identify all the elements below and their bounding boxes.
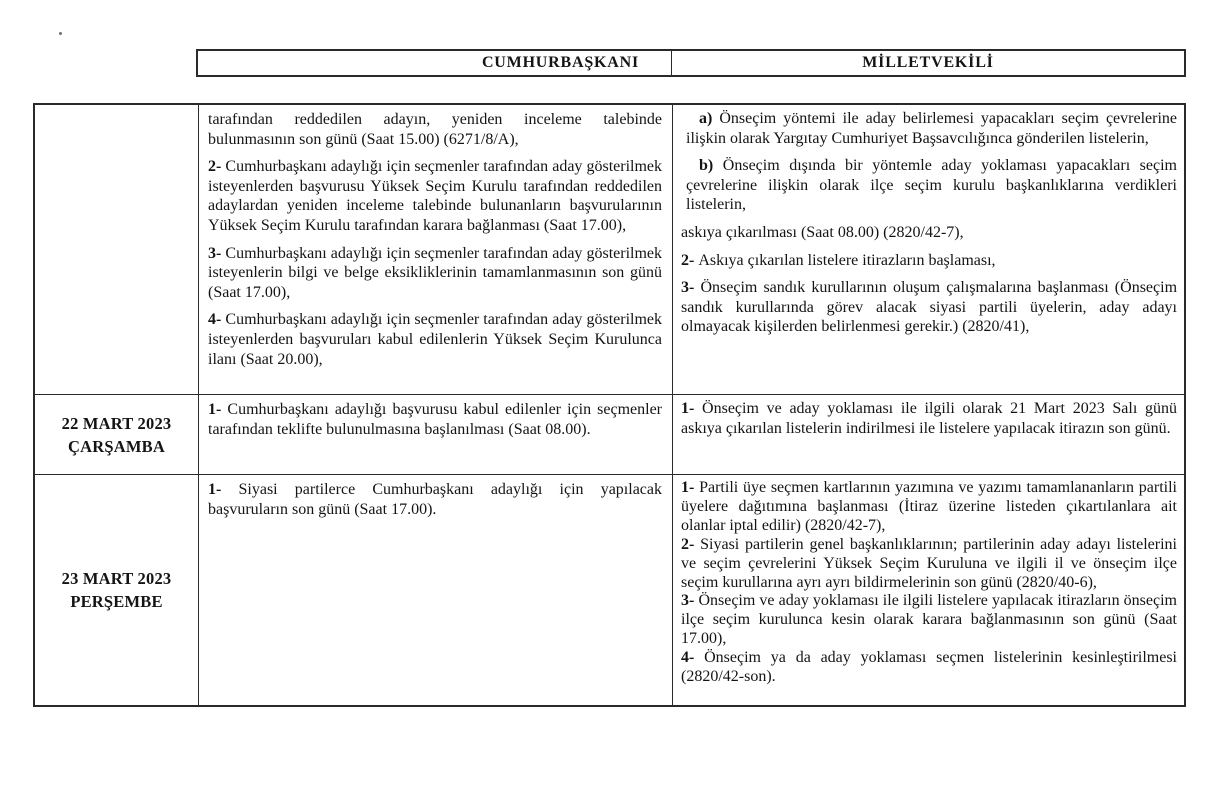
calendar-paragraph: askıya çıkarılması (Saat 08.00) (2820/42-7), [681, 223, 964, 241]
paragraph-marker: 1- [208, 481, 239, 498]
calendar-paragraph: 3- Önseçim sandık kurullarının oluşum çalışmalarına başlanması (Önseçim sandık kurullarında görev alacak siyasi partili üyelerin, aday adayı olmayacak kişilerden belirlenmesi gerekir.) (2820/41), [681, 279, 1178, 336]
paragraph-marker: 1- [681, 479, 700, 496]
paragraph-marker: 1- [208, 401, 228, 418]
calendar-paragraph: tarafından reddedilen adayın, yeniden inceleme talebinde bulunmasının son günü (Saat 15.00) (6271/8/A), [208, 111, 662, 148]
paragraph-marker: 2- [681, 535, 701, 553]
table-row [35, 474, 1184, 705]
date-cell [35, 105, 198, 394]
date-line: 23 MART 2023 [61, 569, 172, 588]
calendar-paragraph: 4- Cumhurbaşkanı adaylığı için seçmenler tarafından aday gösterilmek isteyenlerden başvuruları kabul edilenlerin Yüksek Seçim Kurulunca ilanı (Saat 20.00), [208, 311, 663, 368]
calendar-paragraph: 2- Askıya çıkarılan listelere itirazların başlaması, [681, 251, 996, 269]
header-milletvekili: MİLLETVEKİLİ [862, 54, 994, 71]
cumhurbaskani-cell [198, 395, 672, 474]
date-cell [35, 395, 198, 474]
cumhurbaskani-cell [198, 105, 672, 394]
header-cumhurbaskani: CUMHURBAŞKANI [198, 51, 672, 75]
paragraph-marker: 2- [681, 251, 699, 269]
paragraph-marker: 3- [681, 279, 701, 297]
calendar-paragraph: 1- Partili üye seçmen kartlarının yazımına ve yazımı tamamlananların partili üyelere dağıtımına başlanması (İtiraz üzerine listeden çıkartılanlara ait olanlar iptal edilir) (2820/42-7), [681, 479, 1178, 534]
paragraph-marker: 2- [208, 158, 226, 176]
calendar-paragraph: 1- Önseçim ve aday yoklaması ile ilgili olarak 21 Mart 2023 Salı günü askıya çıkarılan listelerin indirilmesi ile listelere yapılacak itirazın son günü. [681, 400, 1177, 437]
calendar-paragraph: a) Önseçim yöntemi ile aday belirlemesi yapacakları seçim çevrelerine ilişkin olarak Yargıtay Cumhuriyet Başsavcılığınca gönderilen listelerin, [686, 110, 1177, 147]
calendar-paragraph: 2- Siyasi partilerin genel başkanlıklarının; partilerinin aday adayı listelerini ve seçim çevrelerini Yüksek Seçim Kuruluna ve ilgili il ve önseçim ilçe seçim kurullarına ayrı ayrı bildirmelerinin son günü (2820/40-6), [681, 535, 1177, 591]
paragraph-marker: a) [699, 110, 720, 127]
paragraph-marker: 3- [681, 592, 699, 610]
calendar-paragraph: 1- Siyasi partilerce Cumhurbaşkanı adaylığı için yapılacak başvuruların son günü (Saat 17.00). [208, 481, 662, 518]
table-row [35, 394, 1184, 474]
paragraph-marker: b) [699, 157, 723, 175]
paragraph-marker: 1- [681, 400, 703, 417]
paragraph-marker: 4- [208, 311, 226, 329]
date-line: 22 MART 2023 [61, 413, 172, 433]
calendar-paragraph: 4- Önseçim ya da aday yoklaması seçmen listelerinin kesinleştirilmesi (2820/42-son). [681, 649, 1178, 686]
calendar-paragraph: 1- Cumhurbaşkanı adaylığı başvurusu kabul edilenler için seçmenler tarafından teklifte bulunulmasına başlanılması (Saat 08.00). [208, 401, 663, 438]
calendar-paragraph: b) Önseçim dışında bir yöntemle aday yoklaması yapacakları seçim çevrelerine ilişkin olarak ilçe seçim kurulu başkanlıklarına verdikleri listelerin, [686, 157, 1178, 214]
calendar-paragraph: 3- Önseçim ve aday yoklaması ile ilgili listelere yapılacak itirazların önseçim ilçe seçim kurulunca kesin olarak karara bağlanmasının son günü (Saat 17.00), [681, 592, 1178, 648]
milletvekili-cell [672, 395, 1184, 474]
calendar-paragraph: 3- Cumhurbaşkanı adaylığı için seçmenler tarafından aday gösterilmek isteyenlerin bilgi ve belge eksikliklerinin tamamlanmasının son günü (Saat 17.00), [208, 244, 663, 301]
column-header-table [196, 49, 1186, 77]
date-line: PERŞEMBE [70, 592, 163, 611]
paragraph-marker: 3- [208, 244, 226, 262]
calendar-paragraph: 2- Cumhurbaşkanı adaylığı için seçmenler tarafından aday gösterilmek isteyenlerden başvurusu Yüksek Seçim Kurulu tarafından reddedilen adaylardan yeniden inceleme talebinde bulunanların başvurularının Yüksek Seçim Kurulu tarafından karara bağlanması (Saat 17.00), [208, 158, 663, 234]
date-cell [35, 475, 198, 705]
paragraph-marker: 4- [681, 649, 705, 667]
milletvekili-cell [672, 105, 1184, 394]
scan-speck-dot [59, 32, 62, 35]
table-row [35, 105, 1184, 394]
milletvekili-cell [672, 475, 1184, 705]
cumhurbaskani-cell [198, 475, 672, 705]
calendar-table [33, 103, 1186, 707]
date-line: ÇARŞAMBA [68, 436, 165, 456]
